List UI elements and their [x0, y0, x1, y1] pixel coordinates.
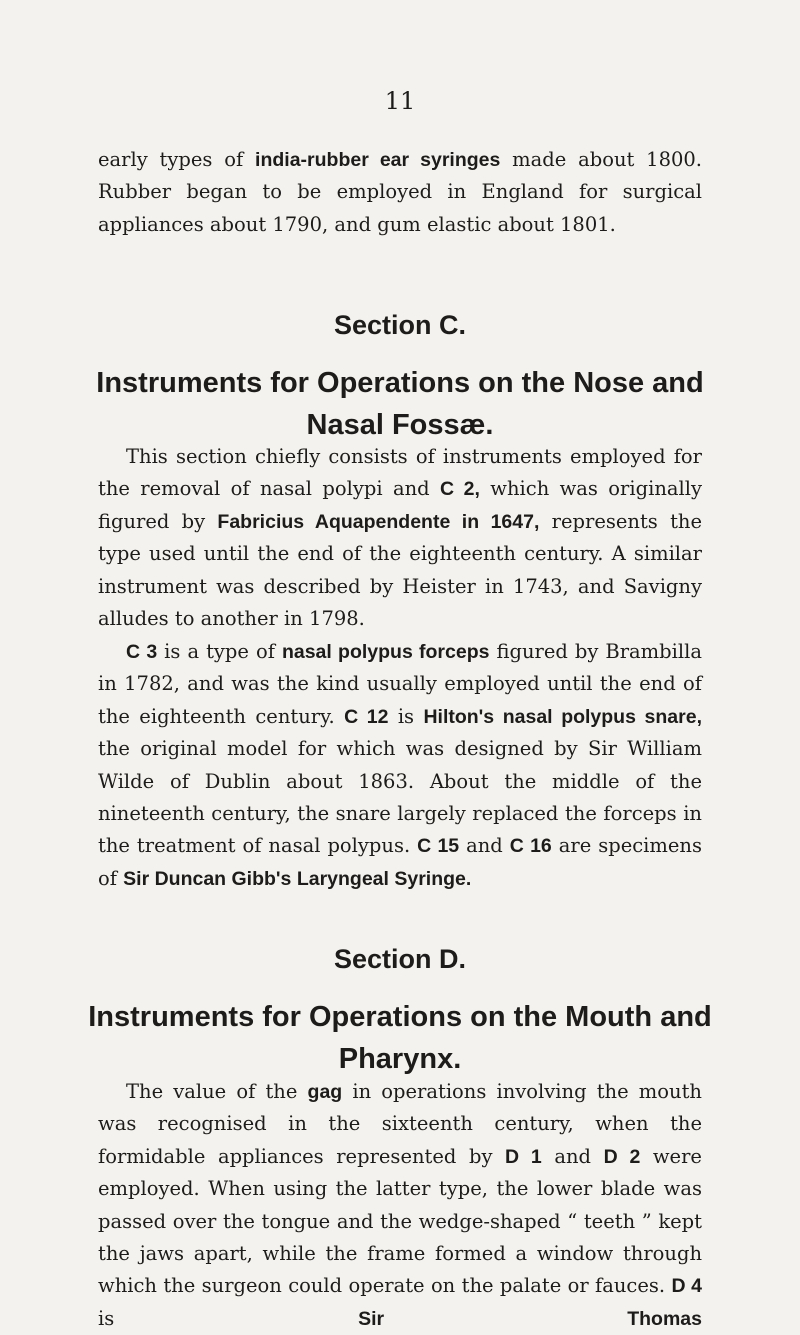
d-p1-text-5: is [98, 1306, 359, 1330]
section-c-paragraph-1 [98, 441, 702, 635]
c-p1-text-2: which was originally figured by [98, 477, 703, 533]
intro-bold-term: india-rubber ear syringes [255, 149, 501, 171]
c-p2-text-1: is a type of [157, 640, 282, 663]
c-p2-text-4: the original model for which was designed by Sir William Wilde of Dublin about 1863. About the middle of the nineteenth century, the snare largely replaced the forceps in the treatment of nasal polypus. [98, 737, 702, 858]
d-p1-bold-gag: gag [307, 1081, 343, 1103]
section-c-label: Section C. [333, 310, 467, 340]
d-p1-ref-d1: D 1 [505, 1145, 542, 1168]
page-number: 11 [384, 87, 416, 115]
d-p1-text-2: in operations involving the mouth was recognised in the sixteenth century, when the formidable appliances represented by [98, 1080, 702, 1168]
intro-text-1: early types of [98, 148, 256, 171]
c-p2-text-2: figured by Brambilla in 1782, and was the kind usually employed until the end of the eighteenth century. [98, 640, 702, 728]
c-p2-bold-gibb-syringe: Sir Duncan Gibb's Laryngeal Syringe. [123, 867, 472, 890]
c-p2-ref-c12: C 12 [344, 705, 389, 728]
c-p2-text-3: is [388, 704, 424, 728]
section-c-title: Instruments for Operations on the Nose and Nasal Fossæ. [96, 367, 704, 441]
d-p1-bold-sir-thomas: Sir Thomas [358, 1307, 702, 1330]
c-p2-ref-c3: C 3 [126, 641, 158, 663]
c-p1-ref-c2: C 2, [439, 478, 480, 501]
c-p2-ref-c16: C 16 [509, 835, 552, 858]
d-p1-text-4: were employed. When using the latter type, the lower blade was passed over the tongue and the wedge-shaped “ teeth ” kept the jaws apart, while the frame formed a window through which the surgeon could operate on the palate or fauces. [98, 1144, 702, 1298]
c-p1-text-1: This section chiefly consists of instruments employed for the removal of nasal polypi and [98, 445, 702, 501]
section-c-paragraph-2 [98, 636, 702, 895]
section-d-paragraph-1 [98, 1076, 702, 1335]
c-p2-text-5: and [459, 834, 510, 858]
d-p1-ref-d4: D 4 [671, 1275, 702, 1298]
c-p2-bold-forceps: nasal polypus forceps [281, 641, 490, 663]
c-p2-text-6: are specimens of [98, 834, 702, 890]
section-d-label: Section D. [333, 944, 467, 974]
intro-text-2: made about 1800. Rubber began to be employed in England for surgical appliances about 1790, and gum elastic about 1801. [98, 148, 702, 236]
d-p1-text-1: The value of the [126, 1080, 308, 1103]
d-p1-text-3: and [541, 1144, 604, 1168]
c-p2-bold-hilton-snare: Hilton's nasal polypus snare, [423, 705, 702, 728]
c-p1-bold-fabricius: Fabricius Aquapendente in 1647, [217, 510, 540, 533]
section-d-title: Instruments for Operations on the Mouth and Pharynx. [88, 1001, 712, 1075]
d-p1-ref-d2: D 2 [603, 1145, 641, 1168]
c-p2-ref-c15: C 15 [417, 835, 460, 858]
intro-paragraph [98, 144, 702, 241]
c-p1-text-3: represents the type used until the end of the eighteenth century. A similar instrument was described by Heister in 1743, and Savigny alludes to another in 1798. [98, 509, 702, 631]
